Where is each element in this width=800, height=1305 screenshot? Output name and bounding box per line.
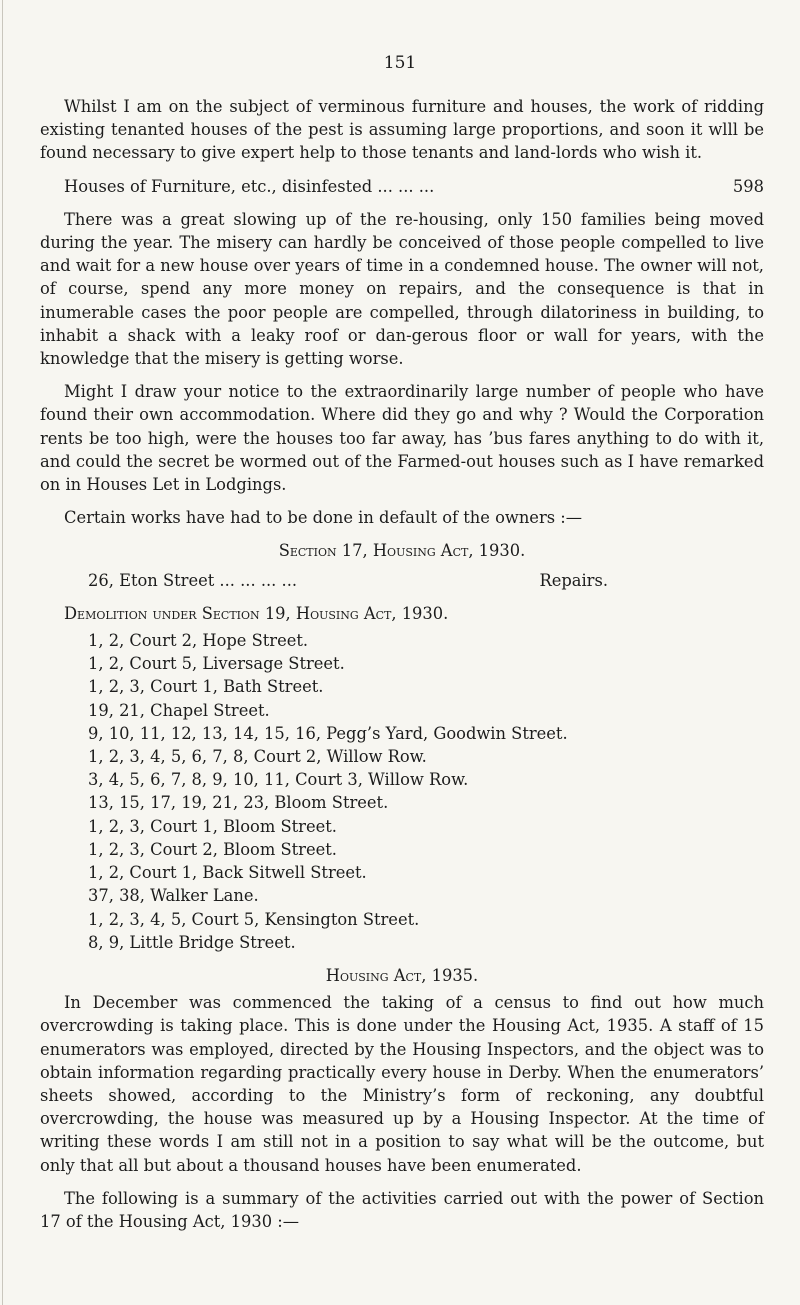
section17-action: Repairs. <box>539 570 608 590</box>
list-item: 1, 2, 3, Court 2, Bloom Street. <box>88 839 337 859</box>
paragraph-own-accommodation: Might I draw your notice to the extraordinarily large number of people who have found their own accommodation. Where did they go and why ? Would the Corporation rents be too high, were the houses too far away, has ’bus fares anything to do with it, and could the secret be wormed out of the Farmed-out houses such as I have remarked on in Houses Let in Lodgings. <box>40 382 764 495</box>
list-item: 13, 15, 17, 19, 21, 23, Bloom Street. <box>88 793 389 813</box>
page-number: 151 <box>383 53 417 73</box>
list-item: 8, 9, Little Bridge Street. <box>88 932 296 952</box>
list-item: 37, 38, Walker Lane. <box>88 886 259 906</box>
list-item: 1, 2, Court 1, Back Sitwell Street. <box>88 863 367 883</box>
disinfested-label: Houses of Furniture, etc., disinfested ... ... ... <box>64 176 435 196</box>
disinfested-row <box>64 175 764 198</box>
paragraph-census: In December was commenced the taking of a census to find out how much overcrowding is taking place. This is done under the Housing Act, 1935. A staff of 15 enumerators was employed, directed by the Housing Inspectors, and the object was to obtain information regarding practically every house in Derby. When the enumerators’ sheets showed, according to the Ministry’s form of reckoning, any doubtful overcrowding, the house was measured up by a Housing Inspector. At the time of writing these words I am still not in a position to say what will be the outcome, but only that all but about a thousand houses have been enumerated. <box>40 993 764 1175</box>
list-item: 1, 2, Court 2, Hope Street. <box>88 631 309 651</box>
list-item: 1, 2, 3, 4, 5, 6, 7, 8, Court 2, Willow Row. <box>88 747 427 767</box>
list-item: 1, 2, 3, Court 1, Bath Street. <box>88 677 324 697</box>
list-item: 3, 4, 5, 6, 7, 8, 9, 10, 11, Court 3, Willow Row. <box>88 770 469 790</box>
section17-row <box>88 569 608 592</box>
page-edge-line <box>2 0 3 1305</box>
paragraph-summary-intro: The following is a summary of the activities carried out with the power of Section 17 of the Housing Act, 1930 :— <box>40 1188 764 1231</box>
section17-address: 26, Eton Street ... ... ... ... <box>88 570 298 590</box>
paragraph-default-works: Certain works have had to be done in default of the owners :— <box>64 508 583 528</box>
section17-heading: Section 17, Housing Act, 1930. <box>278 541 526 561</box>
body-text <box>40 95 764 1233</box>
demolition-heading: Demolition under Section 19, Housing Act, 1930. <box>64 603 449 623</box>
list-item: 19, 21, Chapel Street. <box>88 700 270 720</box>
demolition-address-list <box>40 629 764 954</box>
disinfested-value: 598 <box>732 176 764 196</box>
list-item: 9, 10, 11, 12, 13, 14, 15, 16, Pegg’s Yard, Goodwin Street. <box>88 723 568 743</box>
list-item: 1, 2, Court 5, Liversage Street. <box>88 654 345 674</box>
list-item: 1, 2, 3, Court 1, Bloom Street. <box>88 816 337 836</box>
list-item: 1, 2, 3, 4, 5, Court 5, Kensington Street. <box>88 909 420 929</box>
paragraph-rehousing: There was a great slowing up of the re-housing, only 150 families being moved during the year. The misery can hardly be conceived of those people compelled to live and wait for a new house over years of time in a condemned house. The owner will not, of course, spend any more money on repairs, and the consequence is that in inumerable cases the poor people are compelled, through dilatoriness in building, to inhabit a shack with a leaky roof or dan-gerous floor or wall for years, with the knowledge that the misery is getting worse. <box>40 209 764 369</box>
paragraph-vermin: Whilst I am on the subject of verminous furniture and houses, the work of ridding existing tenanted houses of the pest is assuming large proportions, and soon it wlll be found necessary to give expert help to those tenants and land-lords who wish it. <box>40 97 764 163</box>
housing1935-heading: Housing Act, 1935. <box>325 965 479 985</box>
